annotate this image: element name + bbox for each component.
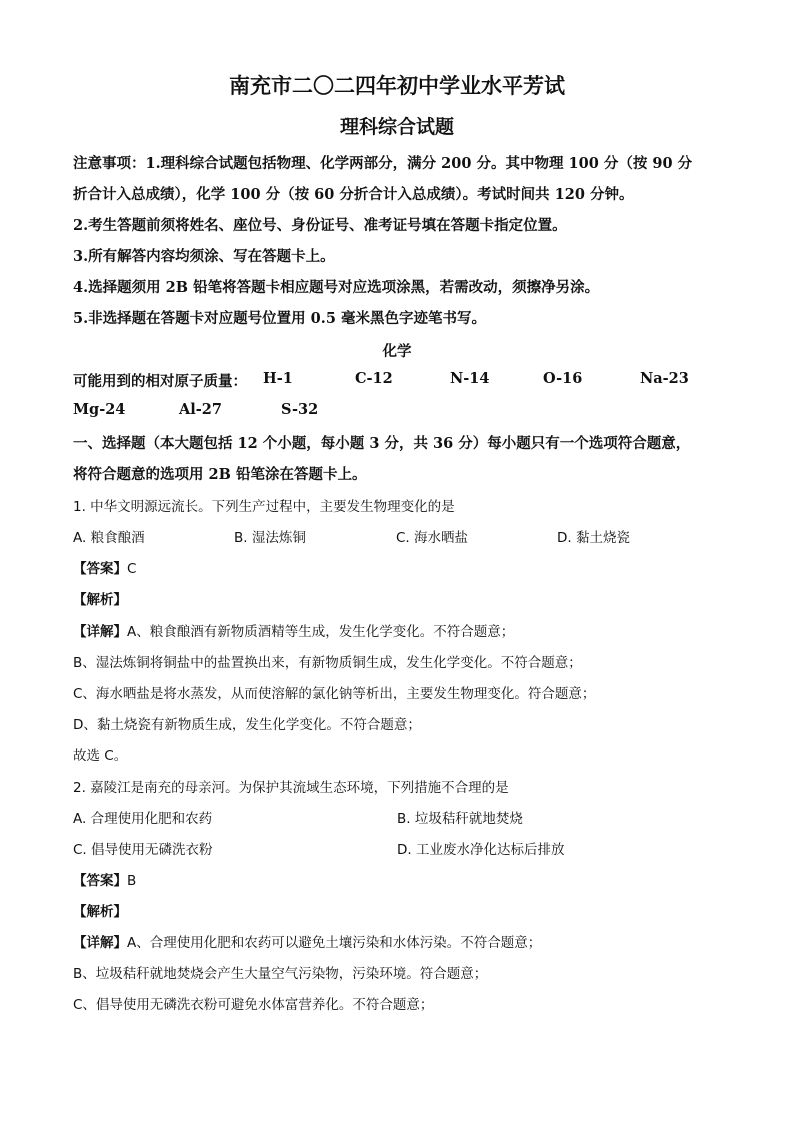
question-2-options-row-1 [73,807,733,827]
exam-subtitle: 理科综合试题 [339,116,454,138]
atomic-mass: O-16 [543,370,583,387]
question-1-detail-4: D、黏土烧瓷有新物质生成，发生化学变化。不符合题意； [73,717,421,733]
atomic-mass: Mg-24 [73,401,126,418]
question-1-options [73,526,733,546]
atomic-masses-row-1 [73,370,733,392]
option-c: C. 倡导使用无磷洗衣粉 [73,842,213,858]
question-2-detail-2: B、垃圾秸秆就地焚烧会产生大量空气污染物，污染环境。符合题意； [73,966,488,982]
question-2-options-row-2 [73,838,733,858]
notes-line-3: 2.考生答题前须将姓名、座位号、身份证号、准考证号填在答题卡指定位置。 [73,217,567,234]
part-one-instructions-2: 将符合题意的选项用 2B 铅笔涂在答题卡上。 [73,466,367,483]
answer-tag: 【答案】 [73,873,127,889]
notes-line-2: 折合计入总成绩），化学 100 分（按 60 分折合计入总成绩）。考试时间共 120 分钟。 [73,186,634,203]
answer-value: B [127,873,137,889]
atomic-mass: H-1 [263,370,293,387]
notes-line-4: 3.所有解答内容均须涂、写在答题卡上。 [73,248,335,265]
question-1-stem: 1. 中华文明源远流长。下列生产过程中，主要发生物理变化的是 [73,499,455,515]
question-1-detail-2: B、湿法炼铜将铜盐中的盐置换出来，有新物质铜生成，发生化学变化。不符合题意； [73,655,582,671]
question-2-detail-1 [73,931,541,951]
option-a: A. 粮食酿酒 [73,530,145,546]
atomic-mass: N-14 [450,370,490,387]
detail-tag: 【详解】 [73,935,127,951]
question-1-detail-3: C、海水晒盐是将水蒸发，从而使溶解的氯化钠等析出，主要发生物理变化。符合题意； [73,686,596,702]
option-b: B. 湿法炼铜 [234,530,306,546]
notes-line-5: 4.选择题须用 2B 铅笔将答题卡相应题号对应选项涂黑，若需改动，须擦净另涂。 [73,279,600,296]
notes-line-1: 注意事项：1.理科综合试题包括物理、化学两部分，满分 200 分。其中物理 100 分（按 90 分 [73,155,693,172]
question-2-answer [73,869,136,889]
exam-title: 南充市二〇二四年初中学业水平芳试 [229,73,565,98]
question-2-detail-3: C、倡导使用无磷洗衣粉可避免水体富营养化。不符合题意； [73,997,434,1013]
section-heading: 化学 [382,343,412,360]
question-1-conclusion: 故选 C。 [73,748,128,764]
atomic-mass: C-12 [355,370,393,387]
atomic-masses-label: 可能用到的相对原子质量： [73,373,247,390]
question-2-stem: 2. 嘉陵江是南充的母亲河。为保护其流域生态环境，下列措施不合理的是 [73,780,509,796]
atomic-mass: Na-23 [640,370,689,387]
detail-text: A、粮食酿酒有新物质酒精等生成，发生化学变化。不符合题意； [127,624,515,640]
notes-line-6: 5.非选择题在答题卡对应题号位置用 0.5 毫米黑色字迹笔书写。 [73,310,486,327]
answer-tag: 【答案】 [73,561,127,577]
answer-value: C [127,561,137,577]
question-1-analysis-tag: 【解析】 [73,592,127,608]
question-2-analysis-tag: 【解析】 [73,904,127,920]
detail-text: A、合理使用化肥和农药可以避免土壤污染和水体污染。不符合题意； [127,935,542,951]
option-b: B. 垃圾秸秆就地焚烧 [397,811,523,827]
option-d: D. 黏土烧瓷 [557,530,630,546]
question-1-answer [73,557,136,577]
option-a: A. 合理使用化肥和农药 [73,811,213,827]
question-1-detail-1 [73,620,514,640]
option-c: C. 海水晒盐 [396,530,469,546]
detail-tag: 【详解】 [73,624,127,640]
atomic-mass: Al-27 [179,401,222,418]
atomic-masses-row-2 [73,401,733,423]
atomic-mass: S-32 [281,401,319,418]
part-one-instructions-1: 一、选择题（本大题包括 12 个小题，每小题 3 分，共 36 分）每小题只有一个选项符合题意， [73,435,691,452]
option-d: D. 工业废水净化达标后排放 [397,842,565,858]
